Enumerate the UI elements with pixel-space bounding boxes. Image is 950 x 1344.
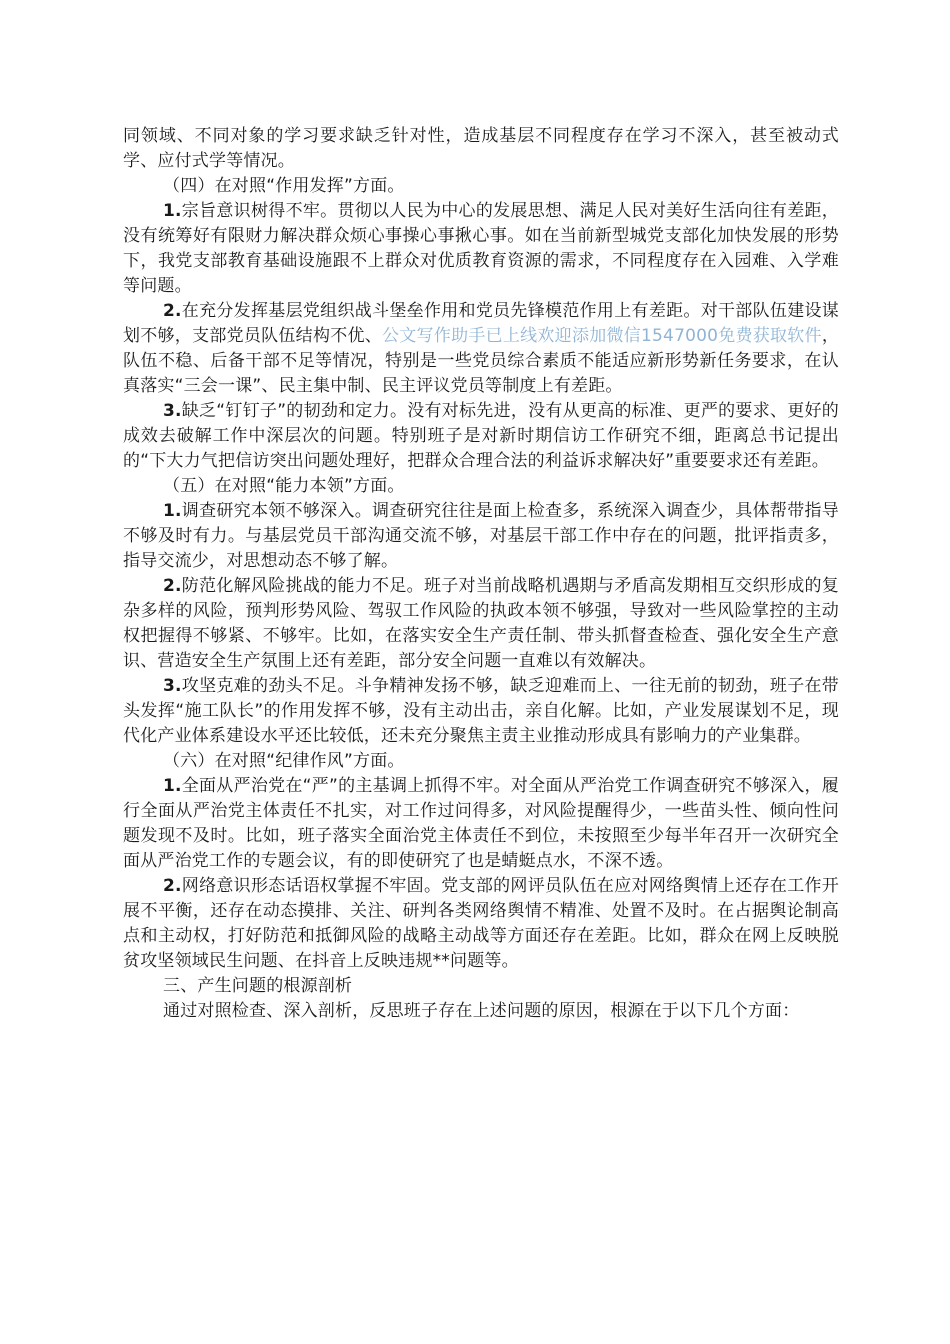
- paragraph-text: 网络意识形态话语权掌握不牢固。党支部的网评员队伍在应对网络舆情上还存在工作开展不平衡，还存在动态摸排、关注、研判各类网络舆情不精准、处置不及时。在占据舆论制高点和主动权，打好防范和抵御风险的战略主动战等方面还存在差距。比如，群众在网上反映脱贫攻坚领域民生问题、在抖音上反映违规**问题等。: [123, 876, 839, 971]
- item-number: 2.: [163, 876, 182, 896]
- paragraph-text: 缺乏“钉钉子”的韧劲和定力。没有对标先进，没有从更高的标准、更严的要求、更好的成效去破解工作中深层次的问题。特别班子是对新时期信访工作研究不细，距离总书记提出的“下大力气把信访突出问题处理好，把群众合理合法的利益诉求解决好”重要要求还有差距。: [123, 401, 839, 471]
- paragraph-6-1: [123, 774, 839, 874]
- paragraph-4-2: [123, 299, 839, 399]
- section-heading-5: （五）在对照“能力本领”方面。: [163, 476, 405, 496]
- item-number: 2.: [163, 576, 182, 596]
- watermark-text: 公文写作助手已上线欢迎添加微信1547000免费获取软件: [382, 326, 822, 346]
- paragraph-text: 调查研究本领不够深入。调查研究往往是面上检查多，系统深入调查少，具体帮带指导不够及时有力。与基层党员干部沟通交流不够，对基层干部工作中存在的问题，批评指责多，指导交流少，对思想动态不够了解。: [123, 501, 839, 571]
- item-number: 1.: [163, 201, 182, 221]
- section-heading-4: （四）在对照“作用发挥”方面。: [163, 176, 405, 196]
- section-heading-6: （六）在对照“纪律作风”方面。: [163, 751, 405, 771]
- item-number: 1.: [163, 776, 182, 796]
- paragraph-root-cause: 通过对照检查、深入剖析，反思班子存在上述问题的原因，根源在于以下几个方面：: [163, 1001, 800, 1021]
- paragraph-5-1: [123, 499, 839, 574]
- paragraph-6-2: [123, 874, 839, 974]
- paragraph-4-3: [123, 399, 839, 474]
- paragraph-text: 在充分发挥基层党组织战斗堡垒作用和党员先锋模范作用上有差距。对干部队伍建设谋划不够，支部党员队伍结构不优、: [123, 301, 839, 346]
- item-number: 2.: [163, 301, 182, 321]
- paragraph-continuation: 同领域、不同对象的学习要求缺乏针对性，造成基层不同程度存在学习不深入，甚至被动式学、应付式学等情况。: [123, 126, 839, 171]
- paragraph-text: ，队伍不稳、后备干部不足等情况，特别是一些党员综合素质不能适应新形势新任务要求，在认真落实“三会一课”、民主集中制、民主评议党员等制度上有差距。: [123, 326, 840, 396]
- item-number: 3.: [163, 676, 182, 696]
- item-number: 1.: [163, 501, 182, 521]
- paragraph-4-1: [123, 199, 839, 299]
- paragraph-5-2: [123, 574, 839, 674]
- document-body: [123, 124, 839, 1024]
- chapter-heading-3: 三、产生问题的根源剖析: [163, 976, 353, 996]
- paragraph-text: 全面从严治党在“严”的主基调上抓得不牢。对全面从严治党工作调查研究不够深入，履行全面从严治党主体责任不扎实，对工作过问得多，对风险提醒得少，一些苗头性、倾向性问题发现不及时。比如，班子落实全面治党主体责任不到位，未按照至少每半年召开一次研究全面从严治党工作的专题会议，有的即使研究了也是蜻蜓点水，不深不透。: [123, 776, 839, 871]
- paragraph-text: 防范化解风险挑战的能力不足。班子对当前战略机遇期与矛盾高发期相互交织形成的复杂多样的风险，预判形势风险、驾驭工作风险的执政本领不够强，导致对一些风险掌控的主动权把握得不够紧、不够牢。比如，在落实安全生产责任制、带头抓督查检查、强化安全生产意识、营造安全生产氛围上还有差距，部分安全问题一直难以有效解决。: [123, 576, 839, 671]
- paragraph-text: 攻坚克难的劲头不足。斗争精神发扬不够，缺乏迎难而上、一往无前的韧劲，班子在带头发挥“施工队长”的作用发挥不够，没有主动出击，亲自化解。比如，产业发展谋划不足，现代化产业体系建设水平还比较低，还未充分聚焦主责主业推动形成具有影响力的产业集群。: [123, 676, 839, 746]
- item-number: 3.: [163, 401, 182, 421]
- paragraph-5-3: [123, 674, 839, 749]
- paragraph-text: 宗旨意识树得不牢。贯彻以人民为中心的发展思想、满足人民对美好生活向往有差距，没有统筹好有限财力解决群众烦心事操心事揪心事。如在当前新型城党支部化加快发展的形势下，我党支部教育基础设施跟不上群众对优质教育资源的需求，不同程度存在入园难、入学难等问题。: [123, 201, 839, 296]
